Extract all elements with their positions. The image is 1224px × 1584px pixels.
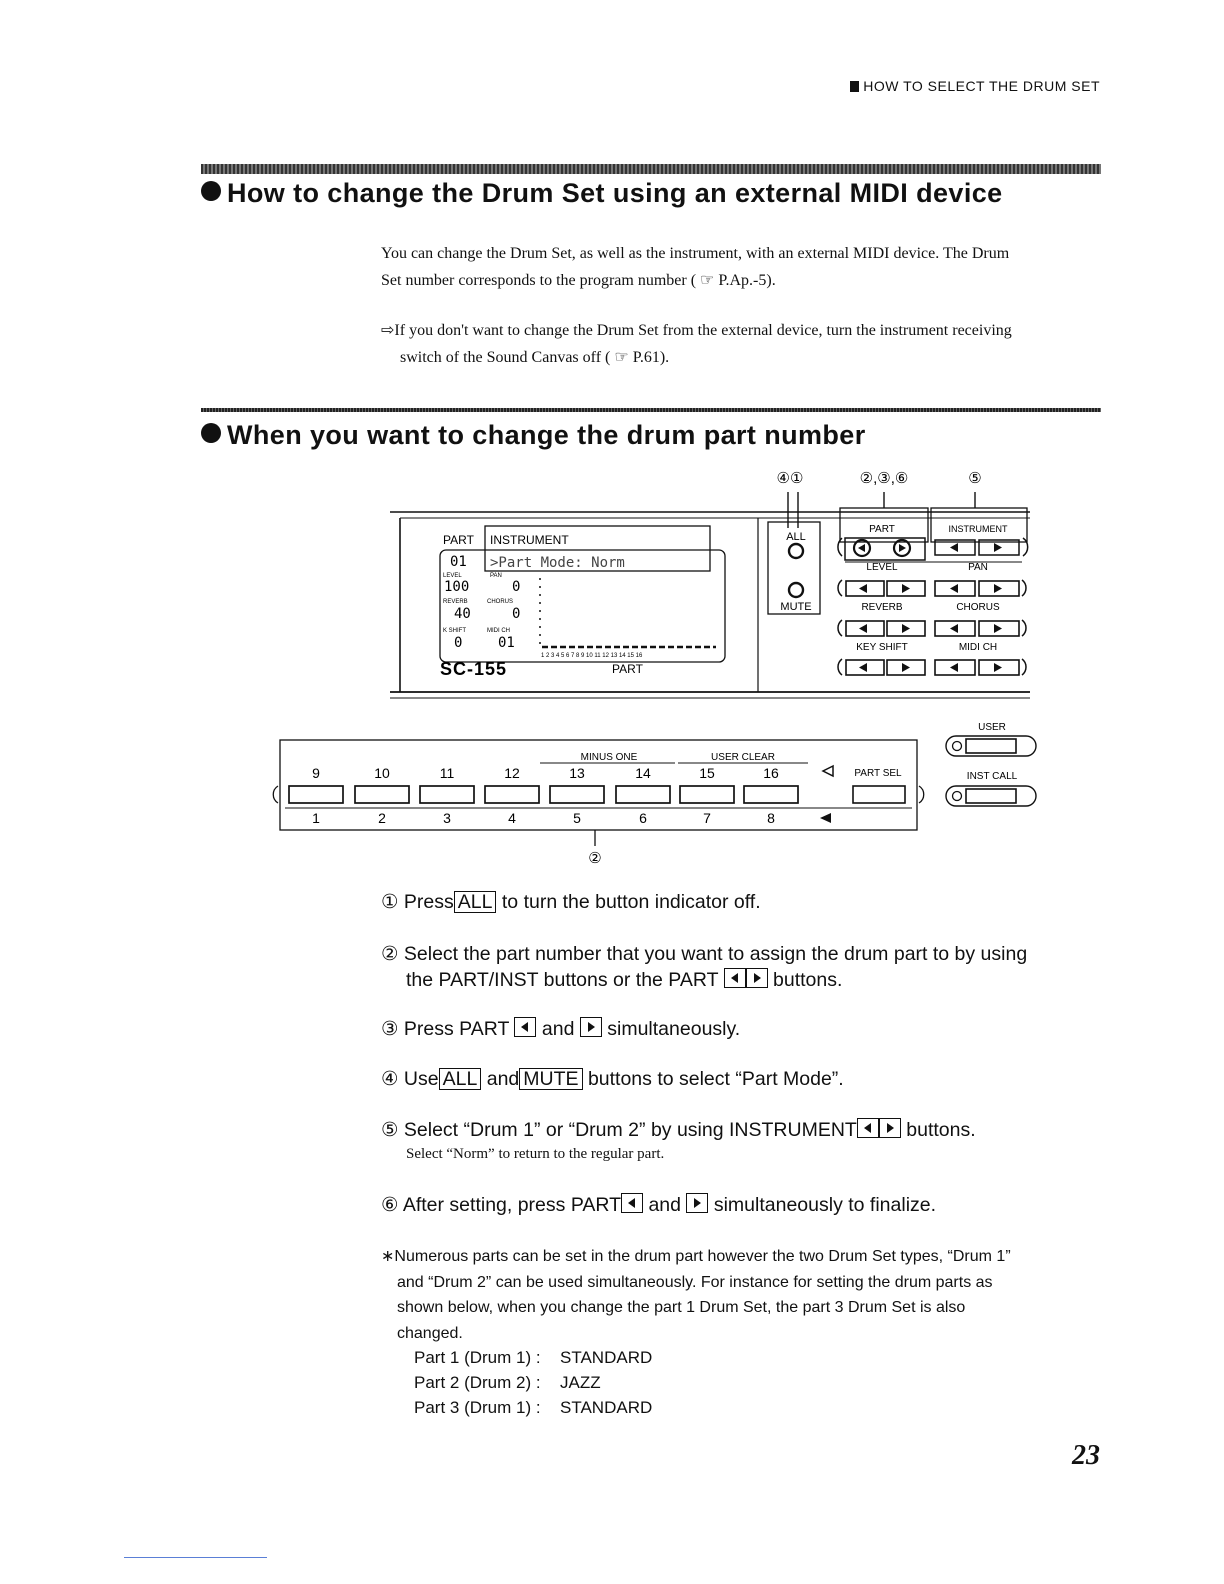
bullet-dot-icon: [201, 423, 221, 443]
svg-text:INST CALL: INST CALL: [966, 771, 1018, 782]
svg-text:1 2 3 4 5 6 7 8 9 10 11 12 13: 1 2 3 4 5 6 7 8 9 10 11 12 13 14 15 16: [541, 653, 643, 659]
svg-text:USER CLEAR: USER CLEAR: [711, 752, 775, 763]
svg-text:>Part Mode: Norm: >Part Mode: Norm: [490, 555, 625, 571]
svg-text:100: 100: [444, 579, 470, 595]
mute-button[interactable]: [789, 583, 803, 597]
part-7-button[interactable]: [680, 786, 734, 803]
part-top-number: 16: [763, 765, 779, 781]
step-4: ④ Use ALL and MUTE buttons to select “Part Mode”.: [381, 1068, 844, 1090]
svg-text:01: 01: [450, 554, 467, 570]
svg-text:PAN: PAN: [490, 573, 502, 579]
callout-2-3-6: ②,③,⑥: [859, 470, 909, 487]
svg-text:PART: PART: [869, 524, 895, 535]
sc155-panel-diagram: [250, 462, 1060, 872]
right-arrow-icon: [879, 1118, 901, 1138]
svg-text:SC-155: SC-155: [440, 659, 508, 679]
svg-text:MIDI CH: MIDI CH: [958, 642, 998, 653]
left-arrow-icon: [621, 1193, 643, 1213]
section-rule: [201, 164, 1101, 174]
part-6-button[interactable]: [616, 786, 670, 803]
part-top-numbers: [312, 765, 779, 781]
svg-text:40: 40: [454, 606, 471, 622]
step-5: ⑤ Select “Drum 1” or “Drum 2” by using INSTRUMENT buttons.: [381, 1119, 976, 1141]
running-header: HOW TO SELECT THE DRUM SET: [850, 78, 1100, 94]
step-5-note: Select “Norm” to return to the regular part.: [406, 1146, 665, 1162]
all-key-label: ALL: [439, 1068, 482, 1090]
part-bottom-number: 1: [312, 810, 320, 826]
part-3-button[interactable]: [420, 786, 474, 803]
svg-text:MIDI CH: MIDI CH: [487, 628, 510, 634]
callout-5: ⑤: [968, 470, 982, 487]
step-3: ③ Press PART and simultaneously.: [381, 1018, 741, 1040]
svg-text:PART: PART: [612, 662, 643, 676]
svg-text:USER: USER: [978, 722, 1006, 733]
square-bullet-icon: [850, 81, 859, 92]
svg-text:PAN: PAN: [968, 562, 988, 573]
list-item: Part 1 (Drum 1) : STANDARD: [414, 1348, 653, 1367]
intro-paragraph: You can change the Drum Set, as well as the instrument, with an external MIDI device. The Drum Set number corresponds to the program number ( ☞ P.Ap.-5).: [381, 245, 1010, 289]
drum-parts-list: [414, 1345, 652, 1420]
right-arrow-icon: [580, 1017, 602, 1037]
svg-text:CHORUS: CHORUS: [956, 602, 1000, 613]
page-number: 23: [1072, 1440, 1100, 1471]
user-button[interactable]: [966, 739, 1016, 753]
part-top-number: 14: [635, 765, 651, 781]
svg-text:LEVEL: LEVEL: [866, 562, 898, 573]
mute-label: MUTE: [780, 601, 812, 613]
all-button[interactable]: [789, 544, 803, 558]
part-bottom-number: 2: [378, 810, 386, 826]
footnote: ∗Numerous parts can be set in the drum part however the two Drum Set types, “Drum 1” and “Drum 2” can be used simultaneously. For instance for setting the drum parts as shown below, when you change the part 1 Drum Set, the part 3 Drum Set is also changed.: [381, 1248, 1011, 1342]
part-bottom-number: 7: [703, 810, 711, 826]
part-bottom-number: 3: [443, 810, 451, 826]
svg-text:CHORUS: CHORUS: [487, 599, 514, 605]
svg-text:REVERB: REVERB: [443, 599, 468, 605]
keyshift-midich-row: [838, 659, 1026, 675]
svg-text:0: 0: [512, 579, 521, 595]
part-bottom-number: 4: [508, 810, 516, 826]
part-buttons: [289, 786, 798, 803]
inst-call-button[interactable]: [966, 789, 1016, 803]
left-arrow-icon: [514, 1017, 536, 1037]
part-bottom-number: 8: [767, 810, 775, 826]
svg-text:INSTRUMENT: INSTRUMENT: [490, 533, 569, 547]
part-bottom-number: 5: [573, 810, 581, 826]
part-top-number: 11: [439, 765, 455, 781]
bullet-dot-icon: [201, 181, 221, 201]
svg-text:01: 01: [498, 635, 515, 651]
list-item: Part 2 (Drum 2) : JAZZ: [414, 1373, 601, 1392]
part-top-number: 15: [699, 765, 715, 781]
svg-text:REVERB: REVERB: [861, 602, 903, 613]
footer-line: [124, 1557, 267, 1558]
list-item: Part 3 (Drum 1) : STANDARD: [414, 1398, 653, 1417]
right-arrow-icon: [746, 968, 768, 988]
svg-text:PART SEL: PART SEL: [854, 768, 902, 779]
part-top-number: 13: [569, 765, 585, 781]
right-arrow-icon: [686, 1193, 708, 1213]
all-label: ALL: [786, 531, 806, 543]
note-paragraph: ⇨If you don't want to change the Drum Set from the external device, turn the instrument receiving switch of the Sound Canvas off ( ☞ P.61).: [381, 322, 1012, 366]
svg-text:MINUS ONE: MINUS ONE: [580, 752, 638, 763]
svg-text:KEY SHIFT: KEY SHIFT: [856, 642, 908, 653]
step-1: ① Press ALL to turn the button indicator off.: [381, 891, 761, 913]
part-8-button[interactable]: [744, 786, 798, 803]
part-top-number: 12: [504, 765, 520, 781]
section-title-drum-part: When you want to change the drum part number: [201, 420, 866, 451]
callout-2-bottom: ②: [588, 850, 602, 867]
part-4-button[interactable]: [485, 786, 539, 803]
left-arrow-icon: [857, 1118, 879, 1138]
part-5-button[interactable]: [550, 786, 604, 803]
all-key-label: ALL: [454, 891, 497, 913]
svg-text:0: 0: [454, 635, 463, 651]
section-rule: [201, 408, 1101, 412]
svg-text:PART: PART: [443, 533, 474, 547]
level-pan-row: [838, 580, 1026, 596]
part-2-button[interactable]: [355, 786, 409, 803]
part-sel-button[interactable]: [853, 786, 905, 803]
step-2: ② Select the part number that you want to assign the drum part to by using the PART/INST buttons or the PART buttons.: [381, 943, 1028, 991]
part-top-number: 10: [374, 765, 390, 781]
step-6: ⑥ After setting, press PART and simultaneously to finalize.: [381, 1194, 937, 1216]
svg-text:0: 0: [512, 606, 521, 622]
callout-4-1: ④①: [776, 470, 804, 487]
svg-text:LEVEL: LEVEL: [443, 573, 462, 579]
mute-key-label: MUTE: [519, 1068, 582, 1090]
reverb-chorus-row: [838, 620, 1026, 636]
part-top-number: 9: [312, 765, 320, 781]
left-arrow-icon: [724, 968, 746, 988]
part-1-button[interactable]: [289, 786, 343, 803]
svg-text:INSTRUMENT: INSTRUMENT: [948, 524, 1008, 534]
part-bottom-numbers: [312, 810, 775, 826]
svg-text:K SHIFT: K SHIFT: [443, 628, 467, 634]
part-bottom-number: 6: [639, 810, 647, 826]
section-title-midi: How to change the Drum Set using an external MIDI device: [201, 178, 1003, 209]
